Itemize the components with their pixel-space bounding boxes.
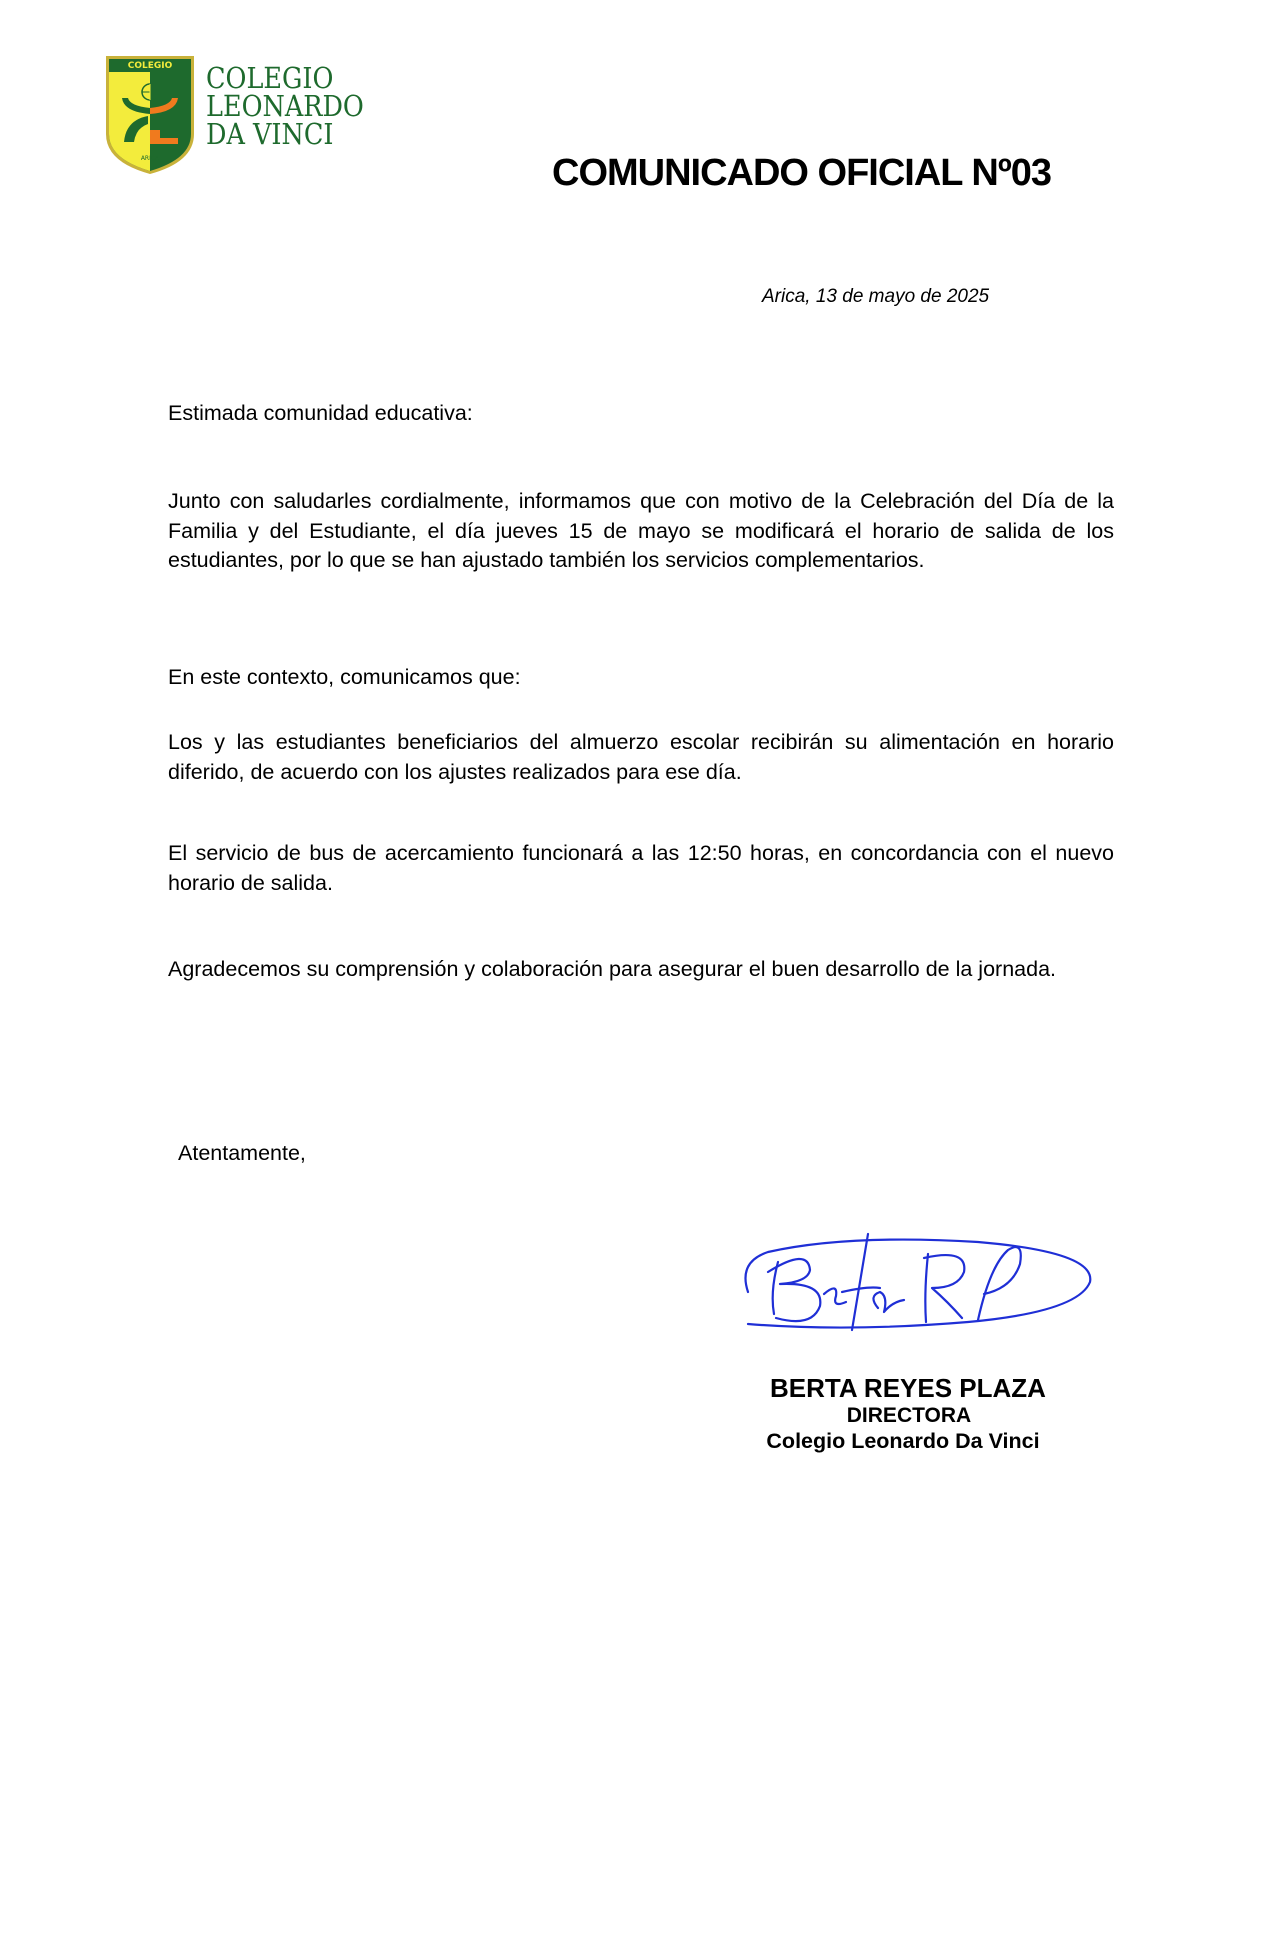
letter-paragraph: En este contexto, comunicamos que: bbox=[168, 665, 521, 689]
letter-closing: Atentamente, bbox=[178, 1141, 306, 1165]
logo-shield-bottom-text: ARICA bbox=[140, 155, 160, 162]
wordmark-line: COLEGIO bbox=[206, 61, 334, 95]
signer-organization: Colegio Leonardo Da Vinci bbox=[766, 1429, 1040, 1453]
letter-greeting: Estimada comunidad educativa: bbox=[168, 401, 473, 425]
letter-paragraph: Agradecemos su comprensión y colaboración para asegurar el buen desarrollo de la jornada. bbox=[168, 957, 1056, 981]
school-logo bbox=[104, 54, 196, 176]
wordmark-line: DA VINCI bbox=[206, 117, 334, 151]
school-wordmark bbox=[206, 61, 364, 151]
letter-paragraph: El servicio de bus de acercamiento funcionará a las 12:50 horas, en concordancia con el nuevo horario de salida. bbox=[168, 841, 1114, 895]
handwritten-signature bbox=[728, 1222, 1098, 1352]
signature-block bbox=[728, 1373, 1098, 1455]
letter-date: Arica, 13 de mayo de 2025 bbox=[762, 286, 990, 307]
letter-paragraph: Los y las estudiantes beneficiarios del almuerzo escolar recibirán su alimentación en horario diferido, de acuerdo con los ajustes realizados para ese día. bbox=[168, 730, 1114, 784]
wordmark-line: LEONARDO bbox=[206, 89, 364, 123]
signer-name: BERTA REYES PLAZA bbox=[770, 1373, 1046, 1403]
logo-shield-top-text: COLEGIO bbox=[127, 61, 173, 71]
document-title: COMUNICADO OFICIAL Nº03 bbox=[552, 152, 1051, 194]
signer-role: DIRECTORA bbox=[846, 1404, 972, 1427]
letter-paragraph: Junto con saludarles cordialmente, informamos que con motivo de la Celebración del Día de la Familia y del Estudiante, el día jueves 15 de mayo se modificará el horario de salida de los estudiantes, por lo que se han ajustado también los servicios complementarios. bbox=[168, 489, 1114, 572]
